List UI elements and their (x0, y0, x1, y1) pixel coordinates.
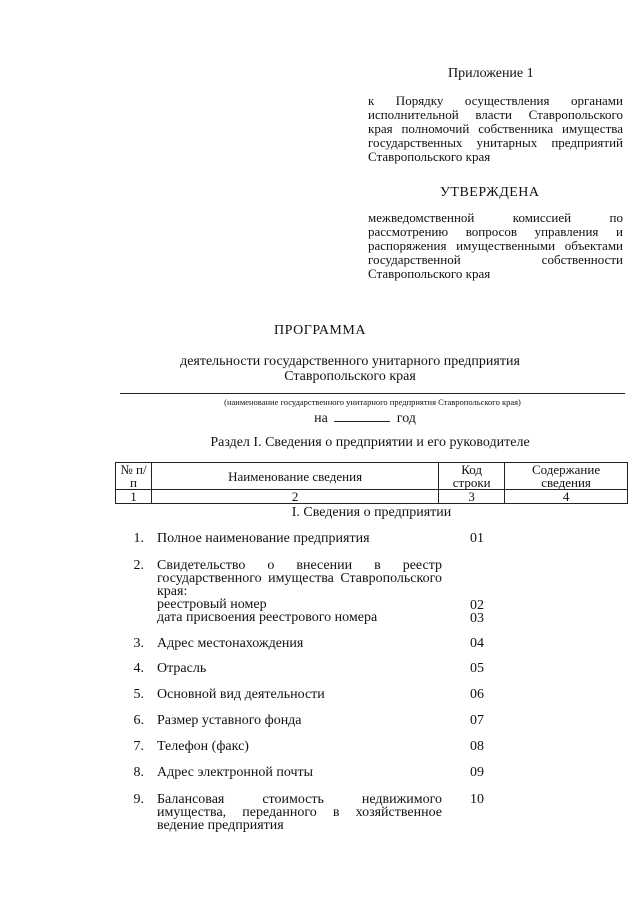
info-table-header (115, 462, 628, 504)
item-text: Адрес местонахождения (157, 636, 304, 651)
item-text: Отрасль (157, 661, 207, 676)
approval-heading: УТВЕРЖДЕНА (440, 185, 540, 200)
item-code: 07 (470, 713, 484, 728)
item-number: 4. (133, 661, 144, 676)
item-text: Телефон (факс) (157, 739, 249, 754)
enterprise-name-caption: (наименование государственного унитарного предприятия Ставропольского края) (224, 397, 521, 407)
program-title: ПРОГРАММА (274, 323, 366, 338)
item-code: 01 (470, 531, 484, 546)
item-text: Полное наименование предприятия (157, 531, 370, 546)
year-blank (334, 409, 390, 422)
item-number: 2. (133, 558, 144, 573)
table-header-row (116, 463, 628, 490)
enterprise-name-line (120, 393, 625, 394)
col-code-index: 3 (439, 490, 505, 504)
item-code: 10 (470, 792, 484, 807)
appendix-title: Приложение 1 (448, 66, 534, 81)
col-number-index: 1 (116, 490, 152, 504)
col-code-header: Код строки (439, 463, 505, 490)
year-line (0, 409, 640, 427)
item-text: Балансовая стоимость недвижимого имущества, переданного в хозяйственное ведение предприятия (157, 792, 442, 833)
table-number-row (116, 490, 628, 504)
item-number: 7. (133, 739, 144, 754)
item-text: Размер уставного фонда (157, 713, 302, 728)
table-subheader: I. Сведения о предприятии (291, 505, 452, 520)
section-title: Раздел I. Сведения о предприятии и его руководителе (210, 435, 530, 450)
item-code: 06 (470, 687, 484, 702)
item-number: 1. (133, 531, 144, 546)
item-number: 5. (133, 687, 144, 702)
col-number-header: № п/п (116, 463, 152, 490)
item-number: 3. (133, 636, 144, 651)
item-code: 09 (470, 765, 484, 780)
item-code: 05 (470, 661, 484, 676)
item-subtext-registry-date: дата присвоения реестрового номера (157, 610, 378, 625)
col-content-header: Содержание сведения (505, 463, 628, 490)
approval-text: межведомственной комиссией по рассмотрению вопросов управления и распоряжения имущественными объектами государственной собственности Ставропольского края (368, 210, 623, 281)
col-name-index: 2 (151, 490, 438, 504)
item-text-main: Свидетельство о внесении в реестр государственного имущества Ставропольского края: (157, 558, 442, 599)
item-number: 6. (133, 713, 144, 728)
col-content-index: 4 (505, 490, 628, 504)
item-subtext-registry-number: реестровый номер (157, 597, 267, 612)
year-prefix: на (314, 411, 328, 426)
item-text: Адрес электронной почты (157, 765, 314, 780)
item-code: 04 (470, 636, 484, 651)
item-code: 02 (470, 598, 484, 613)
item-code: 03 (470, 611, 484, 626)
item-number: 8. (133, 765, 144, 780)
appendix-text: к Порядку осуществления органами исполнительной власти Ставропольского края полномочий собственника имущества государственных унитарных предприятий Ставропольского края (368, 93, 623, 164)
item-text (157, 559, 442, 624)
year-suffix: год (396, 411, 416, 426)
item-code: 08 (470, 739, 484, 754)
col-name-header: Наименование сведения (151, 463, 438, 490)
program-subtitle: деятельности государственного унитарного предприятия Ставропольского края (180, 354, 520, 384)
item-number: 9. (133, 792, 144, 807)
item-text: Основной вид деятельности (157, 687, 325, 702)
